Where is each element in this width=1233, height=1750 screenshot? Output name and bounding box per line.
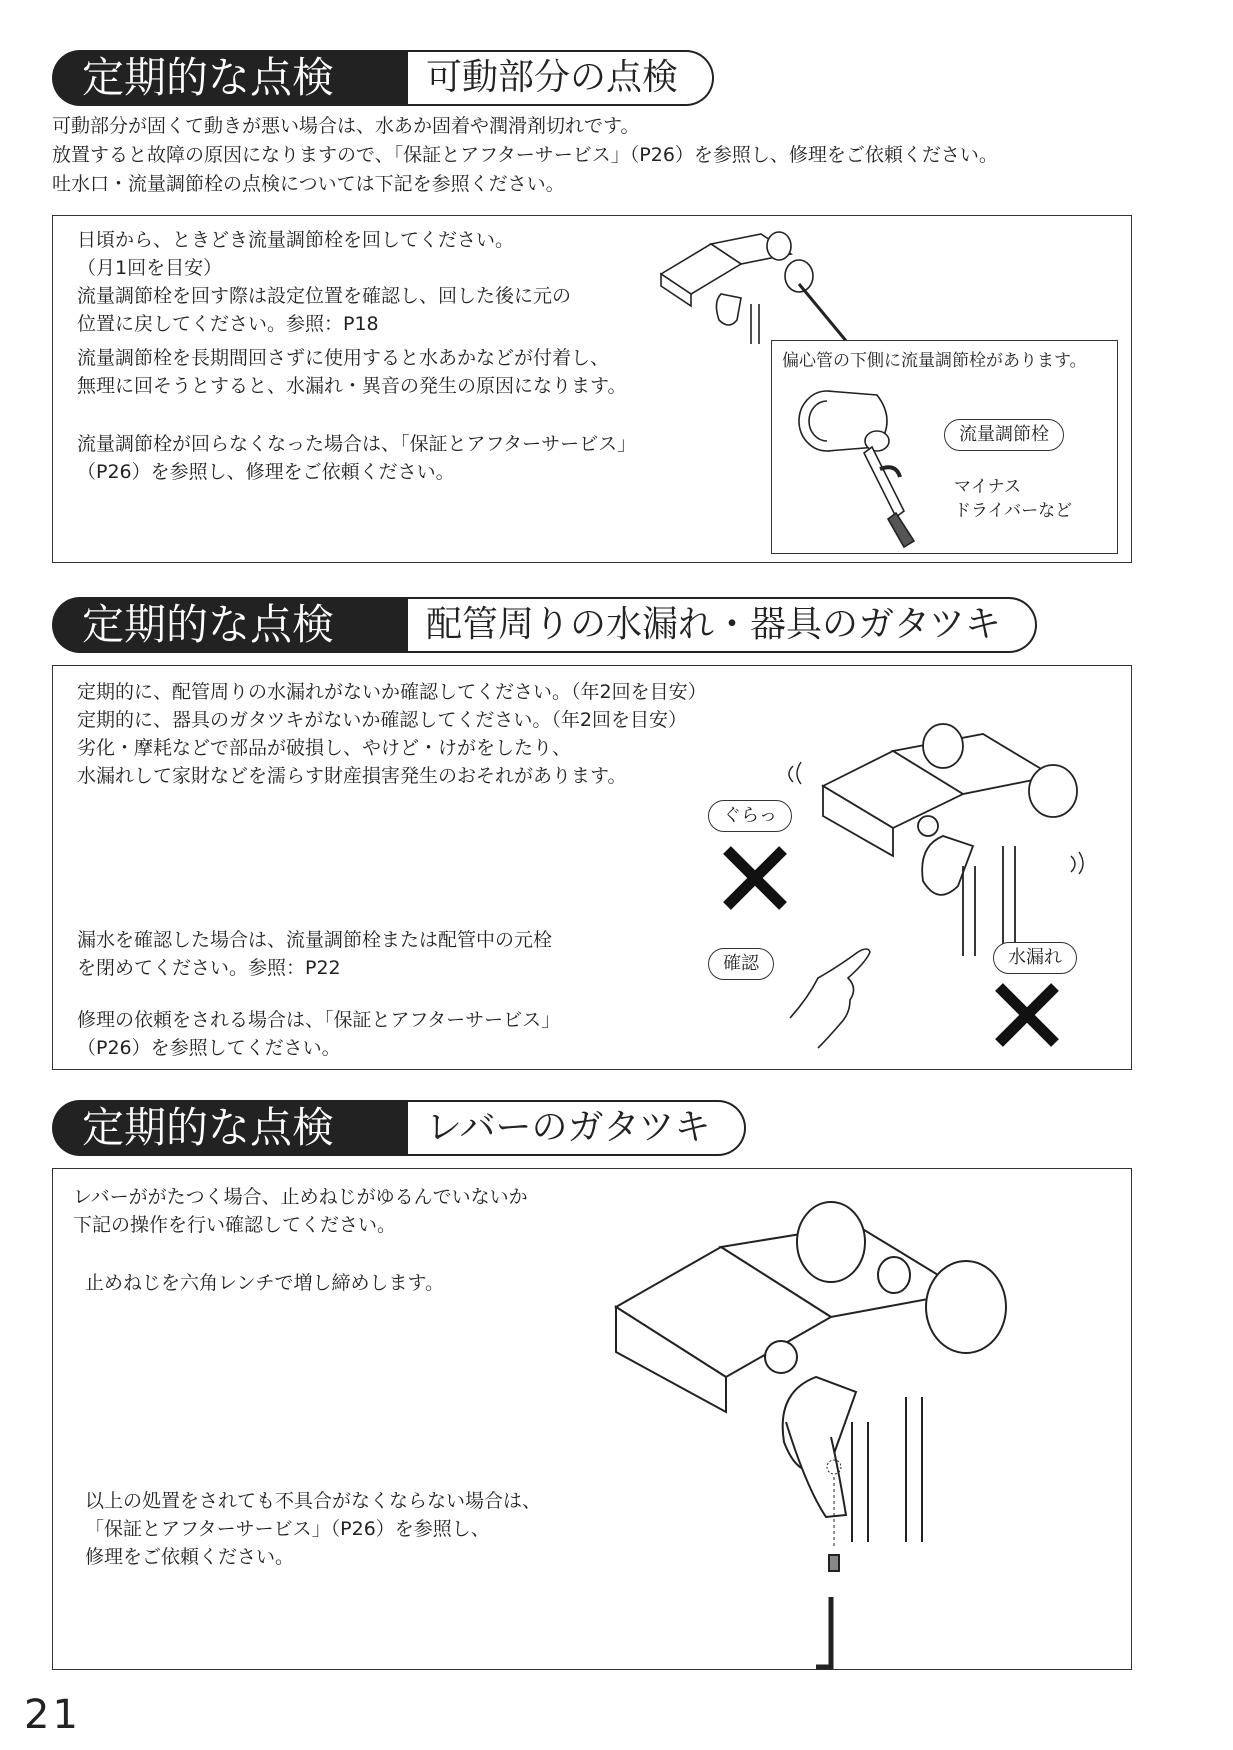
section1-title: 可動部分の点検 [408, 50, 714, 106]
text-line: 定期的に、器具のガタツキがないか確認してください。（年2回を目安） [77, 709, 688, 731]
section3-box [52, 1168, 1132, 1670]
text-line: 日頃から、ときどき流量調節栓を回してください。 [77, 229, 515, 251]
inset-box [771, 340, 1118, 554]
text-line: 定期的に、配管周りの水漏れがないか確認してください。（年2回を目安） [77, 681, 707, 703]
section1-badge: 定期的な点検 [52, 50, 408, 106]
text-line: ドライバーなど [954, 501, 1073, 521]
section2-para1 [77, 678, 707, 790]
pointing-hand-icon [788, 938, 883, 1048]
text-line: （P26）を参照してください。 [77, 1037, 341, 1059]
section3-title: レバーのガタツキ [408, 1100, 746, 1156]
text-line: 「保証とアフターサービス」（P26）を参照し、 [85, 1518, 490, 1540]
prohibited-x-icon [721, 844, 789, 912]
faucet-illustration-medium [823, 706, 1123, 956]
section1-para1 [77, 226, 571, 338]
text-line: 下記の操作を行い確認してください。 [73, 1214, 397, 1236]
section3-badge: 定期的な点検 [52, 1100, 408, 1156]
valve-illustration [792, 381, 922, 551]
text-line: 漏水を確認した場合は、流量調節栓または配管中の元栓 [77, 929, 553, 951]
text-line: 無理に回そうとすると、水漏れ・異音の発生の原因になります。 [77, 375, 627, 397]
text-line: 流量調節栓を回す際は設定位置を確認し、回した後に元の [77, 285, 572, 307]
section1-para2 [77, 344, 626, 400]
valve-label: 流量調節栓 [944, 419, 1064, 451]
tool-label [954, 475, 1072, 523]
intro-line: 吐水口・流量調節栓の点検については下記を参照ください。 [52, 173, 565, 195]
intro-line: 放置すると故障の原因になりますので、「保証とアフターサービス」（P26）を参照し、修理をご依頼ください。 [52, 144, 998, 166]
section1-intro [52, 112, 998, 199]
text-line: レバーががたつく場合、止めねじがゆるんでいないか [73, 1186, 528, 1208]
intro-line: 可動部分が固くて動きが悪い場合は、水あか固着や潤滑剤切れです。 [52, 115, 640, 137]
section2-title: 配管周りの水漏れ・器具のガタツキ [408, 597, 1037, 653]
section1-para3 [77, 430, 636, 486]
text-line: （月1回を目安） [77, 257, 223, 279]
faucet-illustration-large [616, 1187, 1096, 1657]
text-line: 流量調節栓を長期間回さずに使用すると水あかなどが付着し、 [77, 347, 610, 369]
section3-para2: 止めねじを六角レンチで増し締めします。 [85, 1272, 445, 1294]
section2-badge: 定期的な点検 [52, 597, 408, 653]
text-line: 以上の処置をされても不具合がなくならない場合は、 [85, 1490, 542, 1512]
wobble-label: ぐらっ [708, 800, 792, 832]
text-line: 位置に戻してください。参照：P18 [77, 313, 379, 335]
text-line: 劣化・摩耗などで部品が破損し、やけど・けがをしたり、 [77, 737, 572, 759]
inset-caption: 偏心管の下側に流量調節栓があります。 [782, 351, 1087, 371]
section1-box [52, 215, 1132, 563]
section2-para2 [77, 926, 552, 982]
check-label: 確認 [708, 948, 774, 980]
text-line: 流量調節栓が回らなくなった場合は、「保証とアフターサービス」 [77, 433, 637, 455]
prohibited-x-icon [993, 981, 1061, 1049]
text-line: 修理をご依頼ください。 [85, 1546, 295, 1568]
leak-label: 水漏れ [993, 942, 1077, 974]
text-line: マイナス [954, 477, 1021, 497]
text-line: を閉めてください。参照：P22 [77, 957, 341, 979]
text-line: 修理の依頼をされる場合は、「保証とアフターサービス」 [77, 1009, 561, 1031]
section2-para3 [77, 1006, 560, 1062]
faucet-illustration-small [651, 224, 881, 344]
section2-box [52, 665, 1132, 1070]
text-line: 水漏れして家財などを濡らす財産損害発生のおそれがあります。 [77, 765, 627, 787]
section3-para1 [73, 1183, 528, 1239]
section3-para3 [85, 1487, 541, 1571]
text-line: （P26）を参照し、修理をご依頼ください。 [77, 461, 455, 483]
page-number: 21 [24, 1692, 81, 1738]
